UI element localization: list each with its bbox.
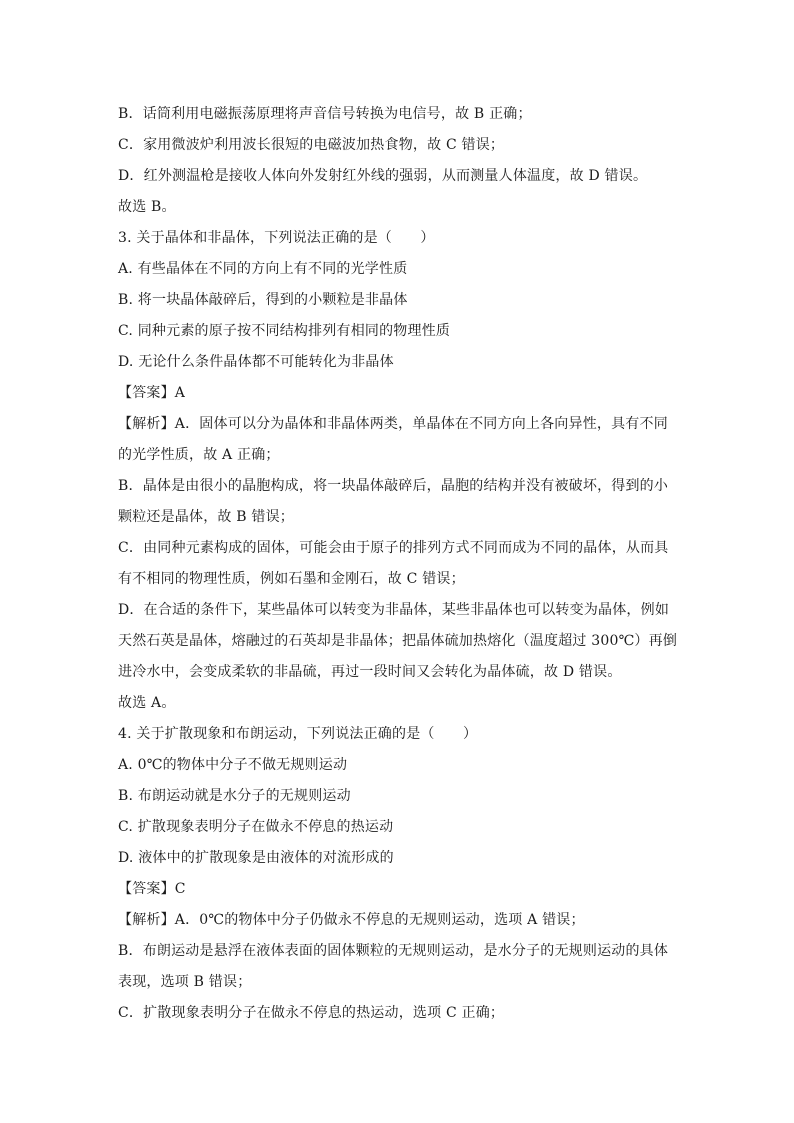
question-4-option-c: C. 扩散现象表明分子在做永不停息的热运动: [118, 819, 394, 835]
question-4-option-b: B. 布朗运动就是水分子的无规则运动: [118, 788, 351, 804]
question-3-analysis-line: 进冷水中，会变成柔软的非晶硫，再过一段时间又会转化为晶体硫，故 D 错误。: [118, 664, 622, 680]
question-3-analysis-line: 【解析】A．固体可以分为晶体和非晶体两类，单晶体在不同方向上各向异性，具有不同: [118, 416, 668, 432]
question-3-option-d: D. 无论什么条件晶体都不可能转化为非晶体: [118, 354, 394, 370]
question-3-option-c: C. 同种元素的原子按不同结构排列有相同的物理性质: [118, 323, 451, 339]
text-line-q2-option-c-analysis: C．家用微波炉利用波长很短的电磁波加热食物，故 C 错误；: [118, 137, 505, 153]
text-line-q2-option-d-analysis: D．红外测温枪是接收人体向外发射红外线的强弱，从而测量人体温度，故 D 错误。: [118, 168, 648, 184]
question-3-option-b: B. 将一块晶体敲碎后，得到的小颗粒是非晶体: [118, 292, 408, 308]
question-3-conclusion: 故选 A。: [118, 695, 176, 711]
question-3-stem: 3. 关于晶体和非晶体，下列说法正确的是（ ）: [118, 230, 435, 246]
question-3-answer: 【答案】A: [118, 385, 186, 401]
question-4-option-d: D. 液体中的扩散现象是由液体的对流形成的: [118, 850, 394, 866]
question-4-analysis-line: C．扩散现象表明分子在做永不停息的热运动，选项 C 正确；: [118, 1005, 505, 1021]
question-3-analysis-line: 有不相同的物理性质，例如石墨和金刚石，故 C 错误；: [118, 571, 465, 587]
question-4-analysis-line: 表现，选项 B 错误；: [118, 974, 252, 990]
question-4-option-a: A. 0℃的物体中分子不做无规则运动: [118, 757, 348, 773]
text-line-q2-conclusion: 故选 B。: [118, 199, 176, 215]
question-3-analysis-line: 的光学性质，故 A 正确；: [118, 447, 280, 463]
question-4-analysis-line: B．布朗运动是悬浮在液体表面的固体颗粒的无规则运动，是水分子的无规则运动的具体: [118, 943, 669, 959]
question-4-stem: 4. 关于扩散现象和布朗运动，下列说法正确的是（ ）: [118, 726, 478, 742]
question-3-analysis-line: 天然石英是晶体，熔融过的石英却是非晶体；把晶体硫加热熔化（温度超过 300℃）再倒: [118, 633, 678, 649]
question-3-analysis-line: D．在合适的条件下，某些晶体可以转变为非晶体，某些非晶体也可以转变为晶体，例如: [118, 602, 670, 618]
question-3-analysis-line: B．晶体是由很小的晶胞构成，将一块晶体敲碎后，晶胞的结构并没有被破坏，得到的小: [118, 478, 669, 494]
question-4-analysis-line: 【解析】A．0℃的物体中分子仍做永不停息的无规则运动，选项 A 错误；: [118, 912, 585, 928]
question-3-analysis-line: C．由同种元素构成的固体，可能会由于原子的排列方式不同而成为不同的晶体，从而具: [118, 540, 669, 556]
question-4-answer: 【答案】C: [118, 881, 186, 897]
text-line-q2-option-b-analysis: B．话筒利用电磁振荡原理将声音信号转换为电信号，故 B 正确；: [118, 106, 532, 122]
question-3-analysis-line: 颗粒还是晶体，故 B 错误；: [118, 509, 294, 525]
question-3-option-a: A. 有些晶体在不同的方向上有不同的光学性质: [118, 261, 408, 277]
